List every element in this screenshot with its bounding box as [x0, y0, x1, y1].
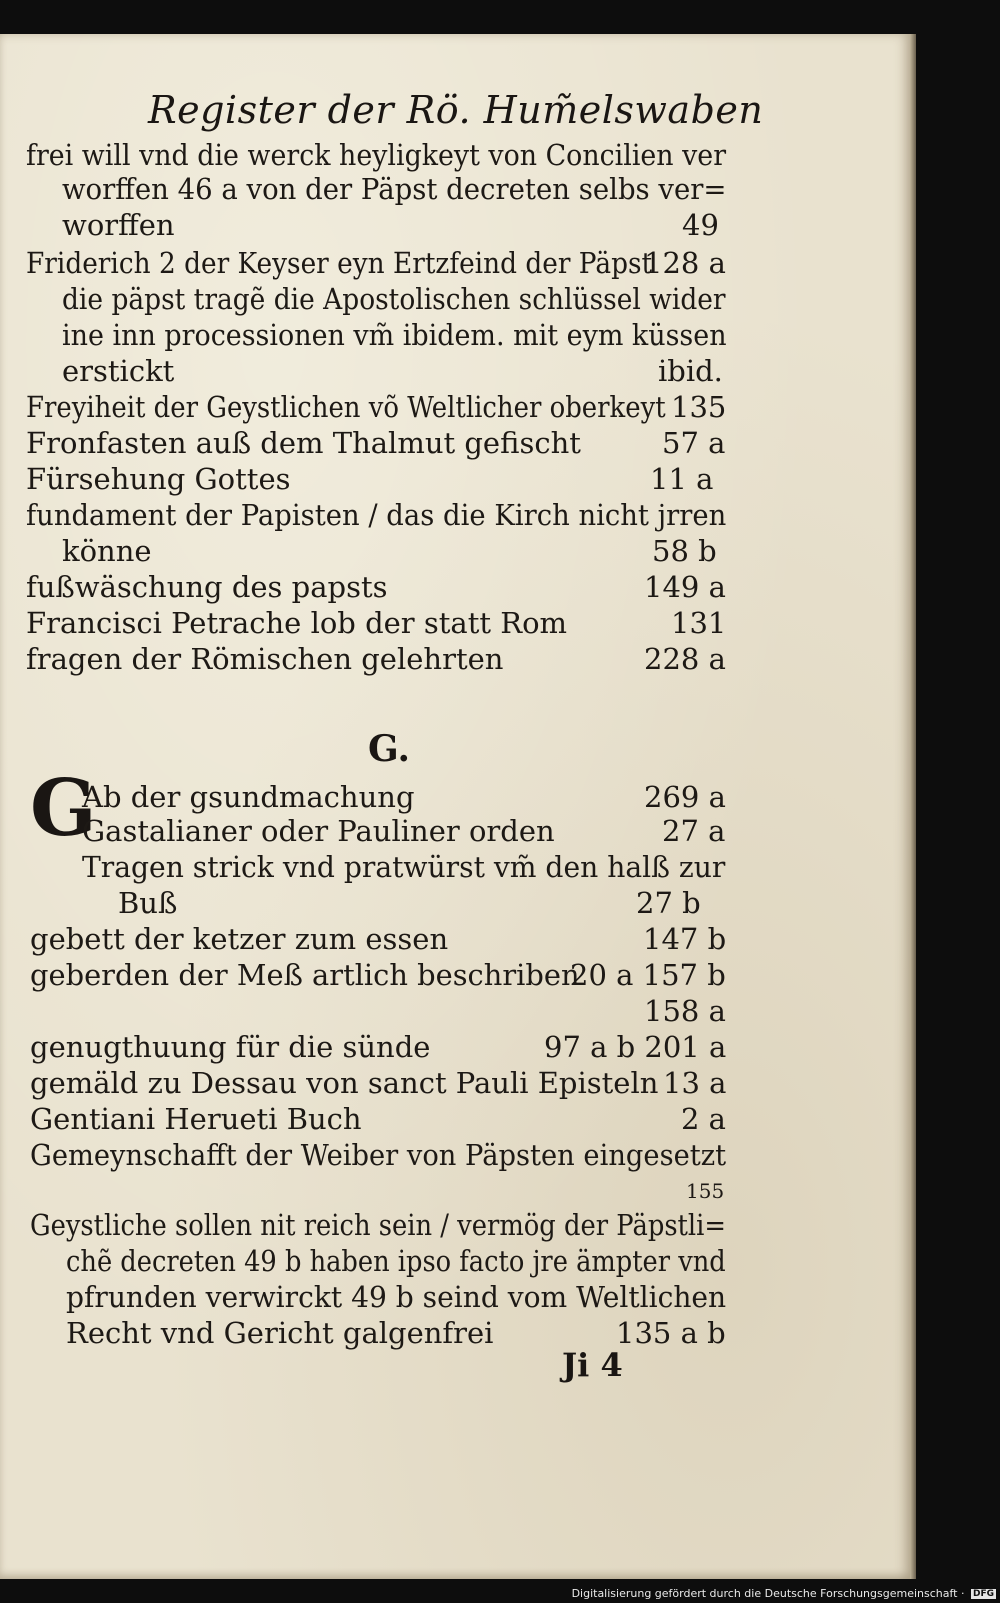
entry-text: Gemeynschafft der Weiber von Päpsten eingesetzt [30, 1138, 727, 1172]
entry-page-ref: 135 [671, 390, 727, 424]
entry-text: Gentiani Herueti Buch [30, 1102, 362, 1136]
entry-text: Fronfasten auß dem Thalmut gefischt [26, 426, 581, 460]
entry-text: frei will vnd die werck heyligkeyt von Concilien ver [26, 138, 727, 172]
entry-text: worffen [62, 208, 175, 242]
entry-page-ref: 57 a [662, 426, 726, 460]
entry-text: fußwäschung des papsts [26, 570, 388, 604]
entry-page-ref: 128 a [644, 246, 726, 280]
entry-text: fundament der Papisten / das die Kirch nicht jrren [26, 498, 727, 532]
entry-text: gebett der ketzer zum essen [30, 922, 449, 956]
entry-text: ine inn processionen vm̃ ibidem. mit eym küssen [62, 318, 727, 352]
entry-text: fragen der Römischen gelehrten [26, 642, 504, 676]
entry-text: Fürsehung Gottes [26, 462, 291, 496]
footer-text: Digitalisierung gefördert durch die Deutsche Forschungsgemeinschaft · [571, 1587, 965, 1600]
entry-text: gemäld zu Dessau von sanct Pauli Episteln [30, 1066, 659, 1100]
entry-text: Recht vnd Gericht galgenfrei [66, 1316, 494, 1350]
entry-text: Gastalianer oder Pauliner orden [82, 814, 555, 848]
section-heading-g: G. [368, 728, 410, 770]
entry-text: Ab der gsundmachung [82, 780, 415, 814]
entry-text: erstickt [62, 354, 175, 388]
entry-text: Geystliche sollen nit reich sein / vermög der Päpstli= [30, 1208, 727, 1242]
entry-page-ref: ibid. [658, 354, 723, 388]
entry-page-ref: 20 a 157 b [570, 958, 726, 992]
entry-page-ref: 135 a b [616, 1316, 726, 1350]
entry-page-ref: 13 a [663, 1066, 727, 1100]
entry-text: könne [62, 534, 152, 568]
entry-page-ref: 131 [671, 606, 727, 640]
entry-page-ref: 97 a b 201 a [544, 1030, 727, 1064]
entry-text: Tragen strick vnd pratwürst vm̃ den halß zur [82, 850, 726, 884]
entry-page-ref: 27 b [636, 886, 701, 920]
entry-page-ref: 58 b [652, 534, 717, 568]
entry-page-ref: 2 a [681, 1102, 726, 1136]
entry-text: Francisci Petrache lob der statt Rom [26, 606, 568, 640]
signature-mark: Ji 4 [562, 1346, 623, 1384]
page-edge [910, 34, 916, 1579]
entry-page-ref: 149 a [644, 570, 726, 604]
entry-page-ref: 158 a [644, 994, 726, 1028]
entry-text: genugthuung für die sünde [30, 1030, 431, 1064]
running-title: Register der Rö. Hum̃elswaben [148, 88, 764, 132]
drop-cap-initial: G [30, 763, 97, 854]
entry-text: chẽ decreten 49 b haben ipso facto jre ämpter vnd [66, 1244, 726, 1278]
entry-page-ref: 147 b [643, 922, 727, 956]
entry-page-ref: 228 a [644, 642, 726, 676]
footer-credit [572, 1587, 996, 1600]
entry-text: Friderich 2 der Keyser eyn Ertzfeind der Päpst [26, 246, 653, 280]
entry-text: geberden der Meß artlich beschriben [30, 958, 580, 992]
entry-page-ref: 27 a [662, 814, 726, 848]
entry-text: pfrunden verwirckt 49 b seind vom Weltlichen [66, 1280, 727, 1314]
entry-page-ref: 269 a [644, 780, 726, 814]
dfg-logo: DFG [972, 1589, 994, 1599]
entry-page-ref: 49 [682, 208, 719, 242]
entry-page-ref: 155 [686, 1179, 725, 1203]
entry-text: Buß [118, 886, 178, 920]
entry-text: Freyiheit der Geystlichen võ Weltlicher oberkeyt [26, 390, 666, 424]
entry-text: die päpst tragẽ die Apostolischen schlüssel wider [62, 282, 726, 316]
entry-page-ref: 11 a [650, 462, 714, 496]
entry-text: worffen 46 a von der Päpst decreten selbs ver= [62, 172, 727, 206]
